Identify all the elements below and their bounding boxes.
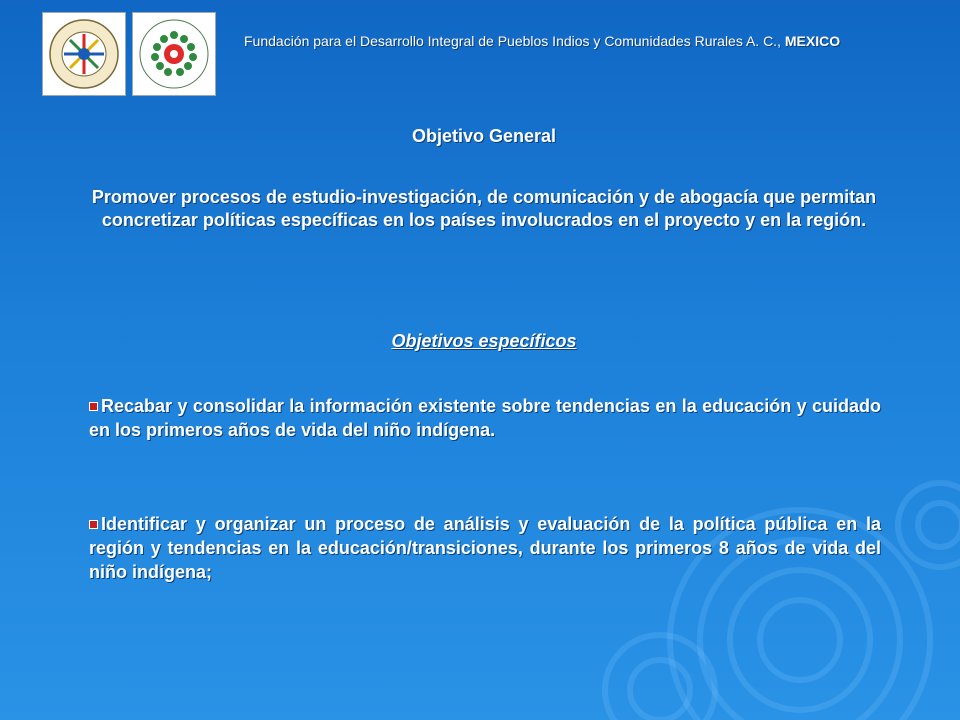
- specific-objective-item: [89, 512, 881, 584]
- general-objective-text: Promover procesos de estudio-investigación, de comunicación y de abogacía que permitan concretizar políticas específicas en los países involucrados en el proyecto y en la región.: [91, 187, 877, 230]
- specific-objective-text: Identificar y organizar un proceso de análisis y evaluación de la política pública en la región y tendencias en la educación/transiciones, durante los primeros 8 años de vida del niño indígena;: [89, 514, 881, 582]
- foundation-name: Fundación para el Desarrollo Integral de Pueblos Indios y Comunidades Rurales A. C.,: [244, 33, 785, 49]
- specific-objective-item: [89, 394, 881, 442]
- oas-logo: [42, 12, 126, 96]
- specific-objectives-title: Objetivos específicos: [391, 331, 577, 351]
- country-label: MEXICO: [784, 33, 841, 49]
- general-objective-title: Objetivo General: [411, 126, 557, 146]
- specific-objective-text: Recabar y consolidar la información existente sobre tendencias en la educación y cuidado en los primeros años de vida del niño indígena.: [89, 396, 881, 440]
- checkbox-bullet-icon: [89, 402, 98, 411]
- foundation-logo: [132, 12, 216, 96]
- foundation-header: [244, 33, 934, 49]
- checkbox-bullet-icon: [89, 520, 98, 529]
